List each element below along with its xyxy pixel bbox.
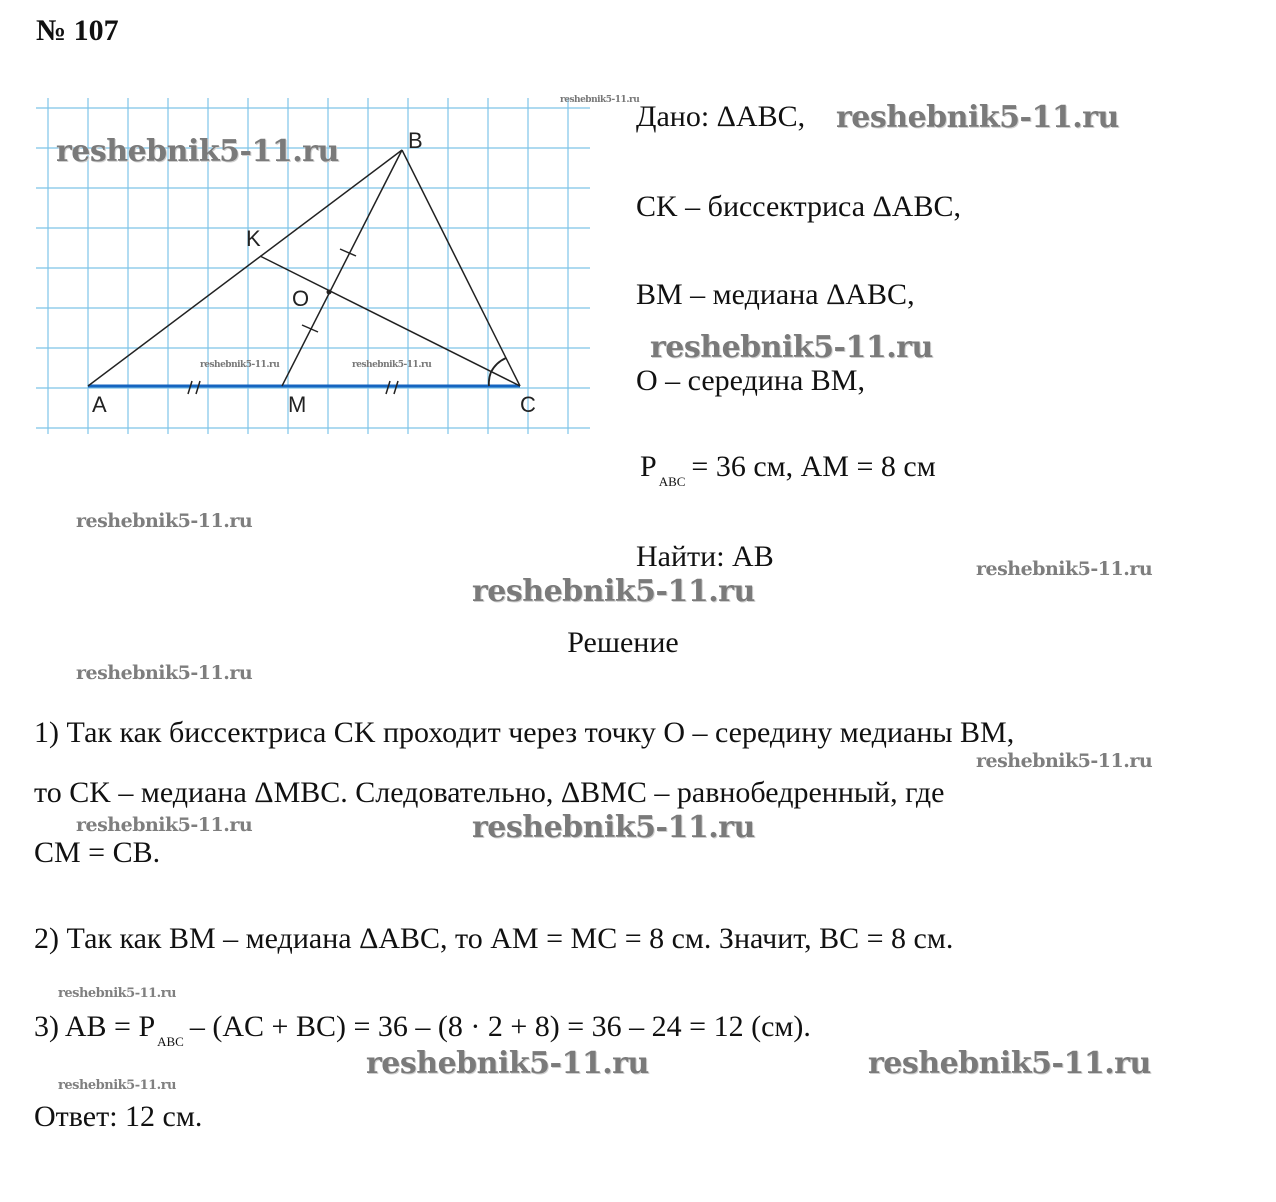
step1-line3: CM = CB. bbox=[34, 836, 161, 869]
perimeter-value: = 36 см, AM = 8 см bbox=[691, 450, 936, 483]
watermark: reshebnik5-11.ru bbox=[472, 574, 755, 609]
label-k: K bbox=[246, 226, 261, 251]
label-m: M bbox=[288, 392, 307, 417]
label-a: A bbox=[92, 392, 107, 417]
watermark: reshebnik5-11.ru bbox=[976, 558, 1153, 580]
watermark: reshebnik5-11.ru bbox=[76, 662, 253, 684]
watermark: reshebnik5-11.ru bbox=[58, 986, 177, 1001]
watermark: reshebnik5-11.ru bbox=[76, 814, 253, 836]
label-o: O bbox=[292, 286, 310, 311]
watermark: reshebnik5-11.ru bbox=[56, 134, 339, 169]
angle-arc-1 bbox=[491, 358, 506, 372]
label-c: C bbox=[520, 392, 536, 417]
perimeter-subscript: ABC bbox=[658, 474, 686, 489]
given-triangle: Дано: ΔABC, bbox=[636, 100, 806, 133]
step2: 2) Так как BM – медиана ΔABC, то AM = MC = 8 см. Значит, BC = 8 см. bbox=[34, 922, 954, 955]
watermark: reshebnik5-11.ru bbox=[58, 1078, 177, 1093]
step3-perimeter-subscript: ABC bbox=[157, 1034, 184, 1049]
given-bisector: CK – биссектриса ΔABC, bbox=[636, 190, 961, 223]
watermark: reshebnik5-11.ru bbox=[650, 330, 933, 365]
step1-line2: то CK – медиана ΔMBC. Следовательно, ΔBMC – равнобедренный, где bbox=[34, 776, 945, 809]
given-midpoint: O – середина BM, bbox=[636, 364, 865, 397]
watermark: reshebnik5-11.ru bbox=[868, 1046, 1151, 1081]
watermark: reshebnik5-11.ru bbox=[472, 810, 755, 845]
perimeter-symbol: P bbox=[640, 450, 657, 483]
problem-number: № 107 bbox=[36, 14, 119, 47]
watermark: reshebnik5-11.ru bbox=[200, 360, 280, 370]
angle-arc-2 bbox=[489, 372, 491, 386]
watermark: reshebnik5-11.ru bbox=[836, 100, 1119, 135]
step1-line1: 1) Так как биссектриса CK проходит через точку O – середину медианы BM, bbox=[34, 716, 1015, 749]
step3-prefix: 3) AB = bbox=[34, 1010, 139, 1043]
watermark: reshebnik5-11.ru bbox=[366, 1046, 649, 1081]
answer: Ответ: 12 см. bbox=[34, 1100, 203, 1133]
step3-calculation: – (AC + BC) = 36 – (8 · 2 + 8) = 36 – 24 = 12 (см). bbox=[189, 1010, 811, 1043]
step3 bbox=[34, 1010, 811, 1050]
solution-heading: Решение bbox=[567, 626, 679, 659]
given-perimeter bbox=[640, 450, 936, 490]
watermark: reshebnik5-11.ru bbox=[976, 750, 1153, 772]
watermark: reshebnik5-11.ru bbox=[560, 95, 640, 105]
label-b: B bbox=[408, 128, 423, 153]
point-o-dot bbox=[327, 290, 332, 295]
find-text: Найти: AB bbox=[636, 540, 774, 573]
step3-perimeter-symbol: P bbox=[138, 1010, 156, 1043]
given-median: BM – медиана ΔABC, bbox=[636, 278, 915, 311]
watermark: reshebnik5-11.ru bbox=[76, 510, 253, 532]
watermark: reshebnik5-11.ru bbox=[352, 360, 432, 370]
